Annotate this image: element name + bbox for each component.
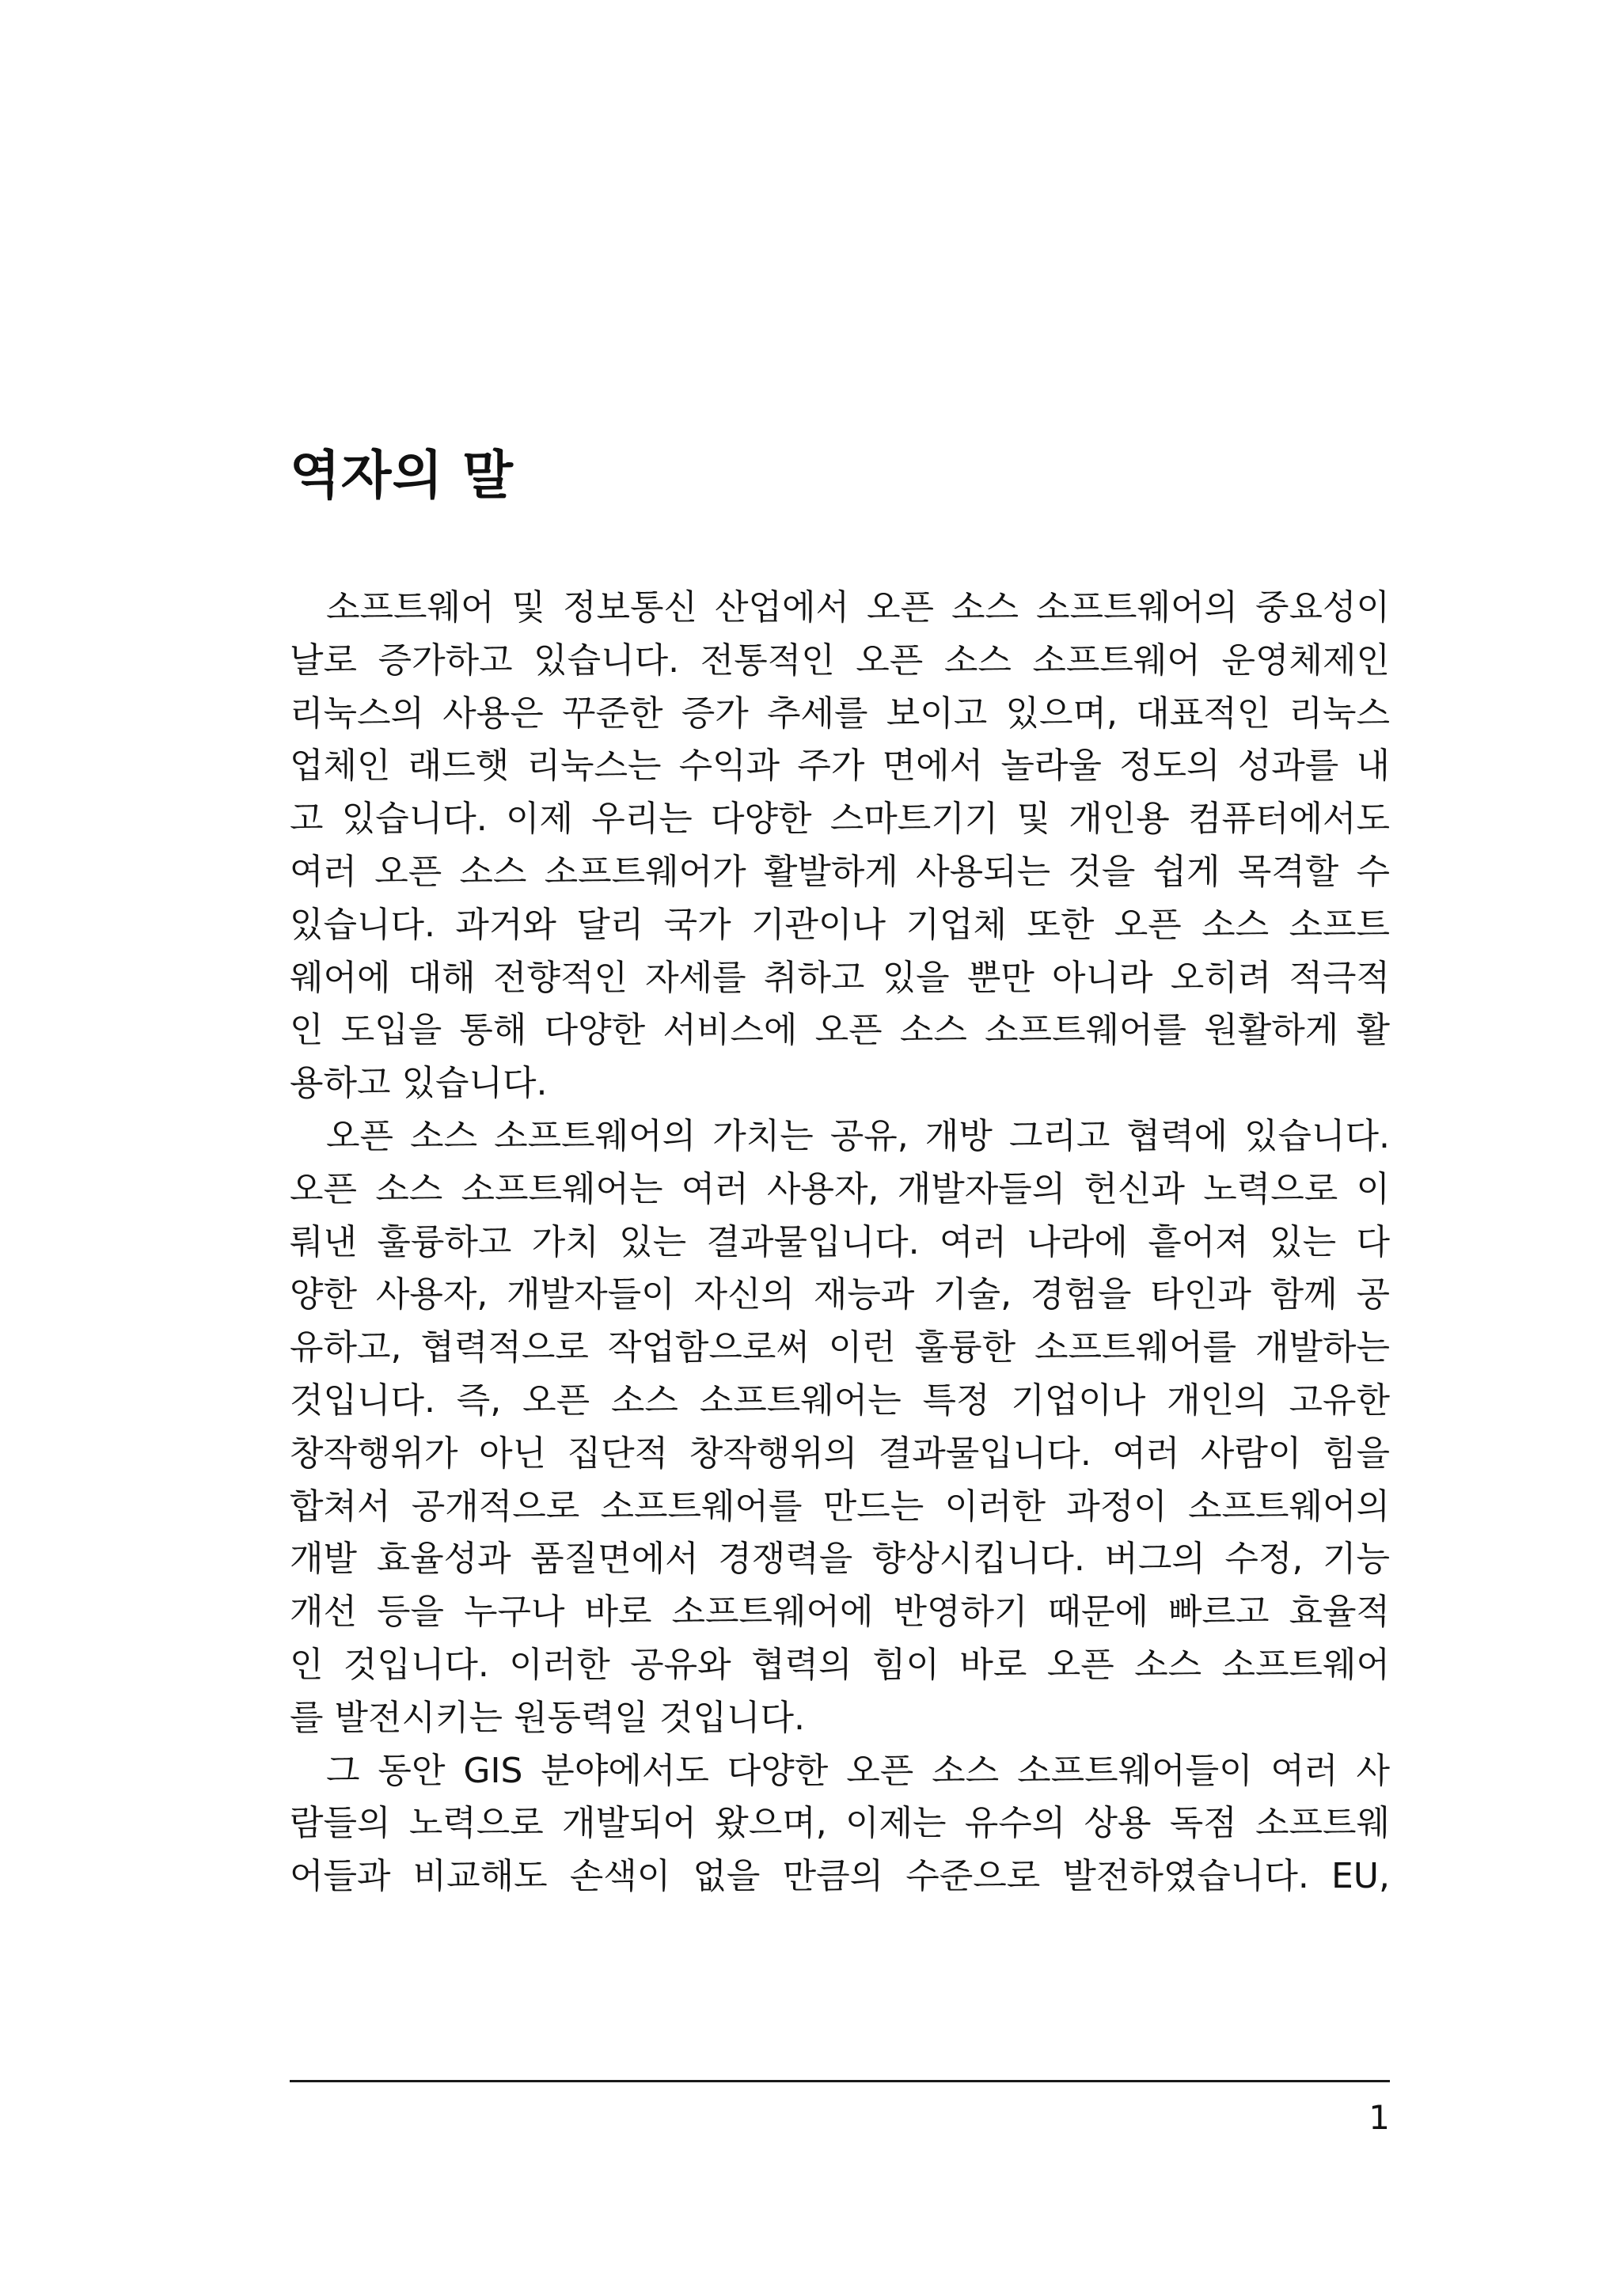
text-line: 개선 등을 누구나 바로 소프트웨어에 반영하기 때문에 빠르고 효율적	[290, 1592, 1390, 1633]
paragraph-2	[290, 1110, 1390, 1745]
text-line: 것입니다. 즉, 오픈 소스 소프트웨어는 특정 기업이나 개인의 고유한	[290, 1379, 1390, 1421]
text-line: 소프트웨어 및 정보통신 산업에서 오픈 소스 소프트웨어의 중요성이	[326, 587, 1390, 628]
text-line: 업체인 래드햇 리눅스는 수익과 주가 면에서 놀라울 정도의 성과를 내	[290, 746, 1390, 787]
footer-rule	[290, 2080, 1390, 2082]
text-line: 고 있습니다. 이제 우리는 다양한 스마트기기 및 개인용 컴퓨터에서도	[290, 799, 1390, 840]
page-title: 역자의 말	[290, 445, 514, 506]
text-line: 람들의 노력으로 개발되어 왔으며, 이제는 유수의 상용 독점 소프트웨	[290, 1803, 1390, 1844]
text-line: 인 도입을 통해 다양한 서비스에 오픈 소스 소프트웨어를 원활하게 활	[290, 1010, 1390, 1051]
text-line: 유하고, 협력적으로 작업함으로써 이런 훌륭한 소프트웨어를 개발하는	[290, 1327, 1390, 1368]
text-line: 창작행위가 아닌 집단적 창작행위의 결과물입니다. 여러 사람이 힘을	[290, 1433, 1390, 1474]
text-line: 있습니다. 과거와 달리 국가 기관이나 기업체 또한 오픈 소스 소프트	[290, 904, 1390, 945]
text-line: 뤄낸 훌륭하고 가치 있는 결과물입니다. 여러 나라에 흩어져 있는 다	[290, 1221, 1390, 1262]
text-line: 어들과 비교해도 손색이 없을 만큼의 수준으로 발전하였습니다. EU,	[290, 1856, 1390, 1897]
text-line: 날로 증가하고 있습니다. 전통적인 오픈 소스 소프트웨어 운영체제인	[290, 639, 1390, 681]
text-line: 합쳐서 공개적으로 소프트웨어를 만드는 이러한 과정이 소프트웨어의	[290, 1486, 1390, 1527]
text-line: 개발 효율성과 품질면에서 경쟁력을 향상시킵니다. 버그의 수정, 기능	[290, 1539, 1390, 1580]
text-line: 용하고 있습니다.	[290, 1063, 548, 1104]
text-line: 여러 오픈 소스 소프트웨어가 활발하게 사용되는 것을 쉽게 목격할 수	[290, 851, 1390, 892]
text-line: 양한 사용자, 개발자들이 자신의 재능과 기술, 경험을 타인과 함께 공	[290, 1274, 1390, 1315]
text-line: 를 발전시키는 원동력일 것입니다.	[290, 1697, 805, 1738]
paragraph-1	[290, 582, 1390, 1110]
text-line: 웨어에 대해 전향적인 자세를 취하고 있을 뿐만 아니라 오히려 적극적	[290, 957, 1390, 998]
page-number: 1	[1369, 2098, 1390, 2137]
paragraph-3	[290, 1745, 1390, 1903]
text-line: 리눅스의 사용은 꾸준한 증가 추세를 보이고 있으며, 대표적인 리눅스	[290, 693, 1390, 734]
text-line: 오픈 소스 소프트웨어는 여러 사용자, 개발자들의 헌신과 노력으로 이	[290, 1168, 1390, 1209]
text-line: 그 동안 GIS 분야에서도 다양한 오픈 소스 소프트웨어들이 여러 사	[326, 1750, 1390, 1791]
body-text	[290, 582, 1390, 1903]
text-line: 인 것입니다. 이러한 공유와 협력의 힘이 바로 오픈 소스 소프트웨어	[290, 1644, 1390, 1685]
text-line: 오픈 소스 소프트웨어의 가치는 공유, 개방 그리고 협력에 있습니다.	[326, 1115, 1390, 1156]
